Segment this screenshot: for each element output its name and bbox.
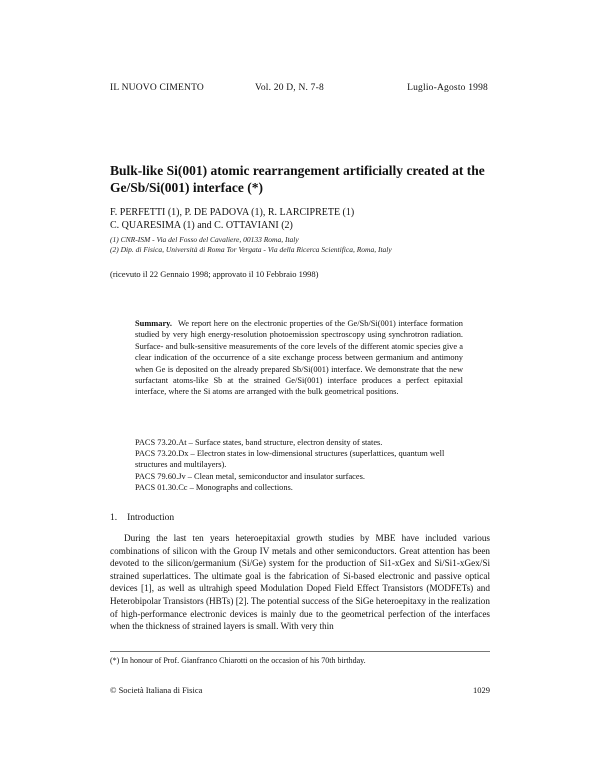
received-date: (ricevuto il 22 Gennaio 1998; approvato il 10 Febbraio 1998) — [110, 269, 319, 279]
pacs-item: PACS 73.20.At – Surface states, band structure, electron density of states. — [135, 438, 383, 447]
pacs-list — [135, 437, 465, 493]
affiliations — [110, 235, 490, 255]
journal-name: IL NUOVO CIMENTO — [110, 83, 204, 93]
body-paragraph: During the last ten years heteroepitaxial growth studies by MBE have included various combinations of silicon with the Group IV metals and other semiconductors. Great attention has been devoted to the silicon/germanium (Si/Ge) system for the production of Si1-xGex and Si/Si1-xGex/Si strained superlattices. The ultimate goal is the fabrication of Si-based electronic and passive optical devices [1], as well as ultrahigh speed Modulation Doped Field Effect Transistors (MODFETs) and Heterobipolar Transistors (HBTs) [2]. The potential success of the SiGe heteroepitaxy in the realization of high-performance electronic devices is mainly due to the geometrical perfection of the interfaces when the thickness of strained layers is small. With very thin — [110, 533, 490, 632]
author-line: F. PERFETTI (1), P. DE PADOVA (1), R. LARCIPRETE (1) — [110, 207, 355, 218]
page-number: 1029 — [473, 685, 490, 695]
paper-title: Bulk-like Si(001) atomic rearrangement artificially created at the Ge/Sb/Si(001) interface (*) — [110, 163, 485, 195]
abstract — [135, 318, 463, 398]
abstract-label: Summary. — [135, 319, 172, 328]
footnote-divider — [110, 651, 490, 652]
footnote: (*) In honour of Prof. Gianfranco Chiarotti on the occasion of his 70th birthday. — [110, 656, 366, 665]
page-footer — [110, 685, 490, 697]
running-header — [110, 83, 488, 95]
section-number: 1. — [110, 513, 118, 523]
affiliation: (2) Dip. di Fisica, Università di Roma Tor Vergata - Via della Ricerca Scientifica, Roma, Italy — [110, 245, 392, 254]
affiliation: (1) CNR-ISM - Via del Fosso del Cavaliere, 00133 Roma, Italy — [110, 235, 299, 244]
pacs-item: PACS 73.20.Dx – Electron states in low-dimensional structures (superlattices, quantum well structures and multilayers). — [135, 449, 445, 470]
author-line: C. QUARESIMA (1) and C. OTTAVIANI (2) — [110, 220, 293, 231]
copyright: © Società Italiana di Fisica — [110, 685, 203, 695]
pacs-item: PACS 01.30.Cc – Monographs and collections. — [135, 482, 293, 492]
section-title: Introduction — [127, 513, 175, 523]
journal-volume: Vol. 20 D, N. 7-8 — [255, 83, 324, 93]
pacs-item: PACS 79.60.Jv – Clean metal, semiconductor and insulator surfaces. — [135, 471, 365, 481]
section-heading — [110, 513, 490, 523]
abstract-text: We report here on the electronic properties of the Ge/Sb/Si(001) interface formation studied by very high energy-resolution photoemission spectroscopy using synchrotron radiation. Surface- and bulk-sensitive measurements of the core levels of the different atomic species give a clear indication of the occurrence of a site exchange process between germanium and antimony when Ge is deposited on the already prepared Sb/Si(001) interface. We demonstrate that the new surfactant atoms-like Sb at the strained Ge/Si(001) interface produces a perfect epitaxial interface, where the Si atoms are arranged with the bulk geometrical positions. — [135, 319, 463, 397]
author-list — [110, 206, 490, 232]
journal-date: Luglio-Agosto 1998 — [407, 83, 488, 93]
